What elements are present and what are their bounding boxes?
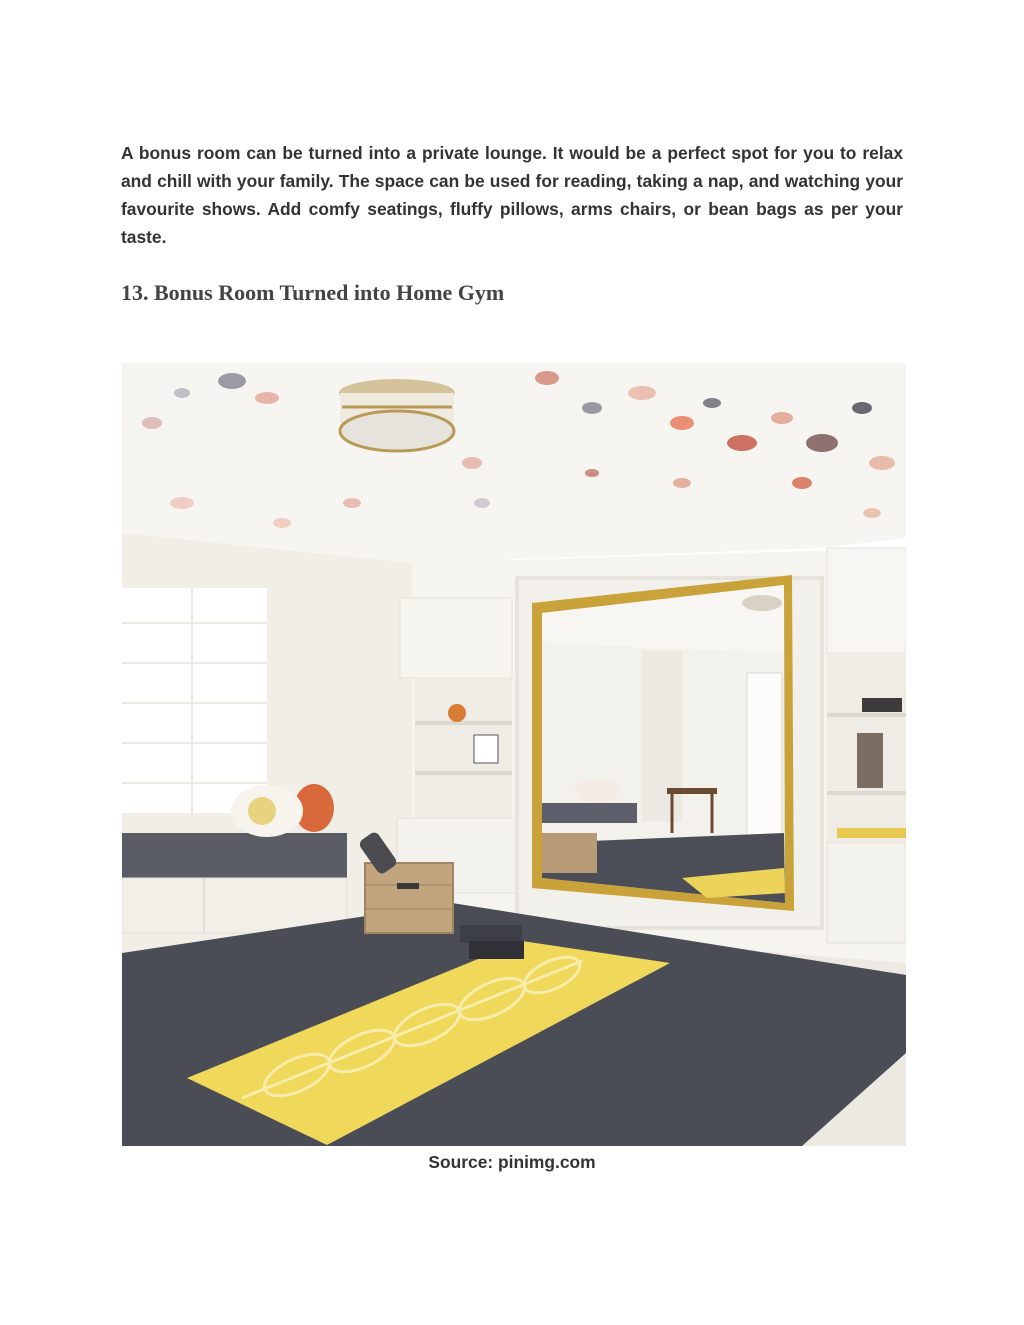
home-gym-illustration (122, 363, 906, 1146)
image-caption: Source: pinimg.com (428, 1152, 596, 1172)
ceiling-light (339, 379, 455, 451)
window (122, 588, 267, 813)
intro-paragraph: A bonus room can be turned into a private lounge. It would be a perfect spot for you to relax and chill with your family. The space can be used for reading, taking a nap, and watching your favourite shows. Add comfy seatings, fluffy pillows, arms chairs, or bean bags as per your taste. (121, 143, 903, 247)
room-photo (122, 363, 906, 1146)
window-bench-cushion (122, 833, 347, 878)
section-heading: 13. Bonus Room Turned into Home Gym (121, 280, 505, 305)
yoga-blocks (460, 925, 524, 959)
large-mirror (517, 575, 822, 928)
